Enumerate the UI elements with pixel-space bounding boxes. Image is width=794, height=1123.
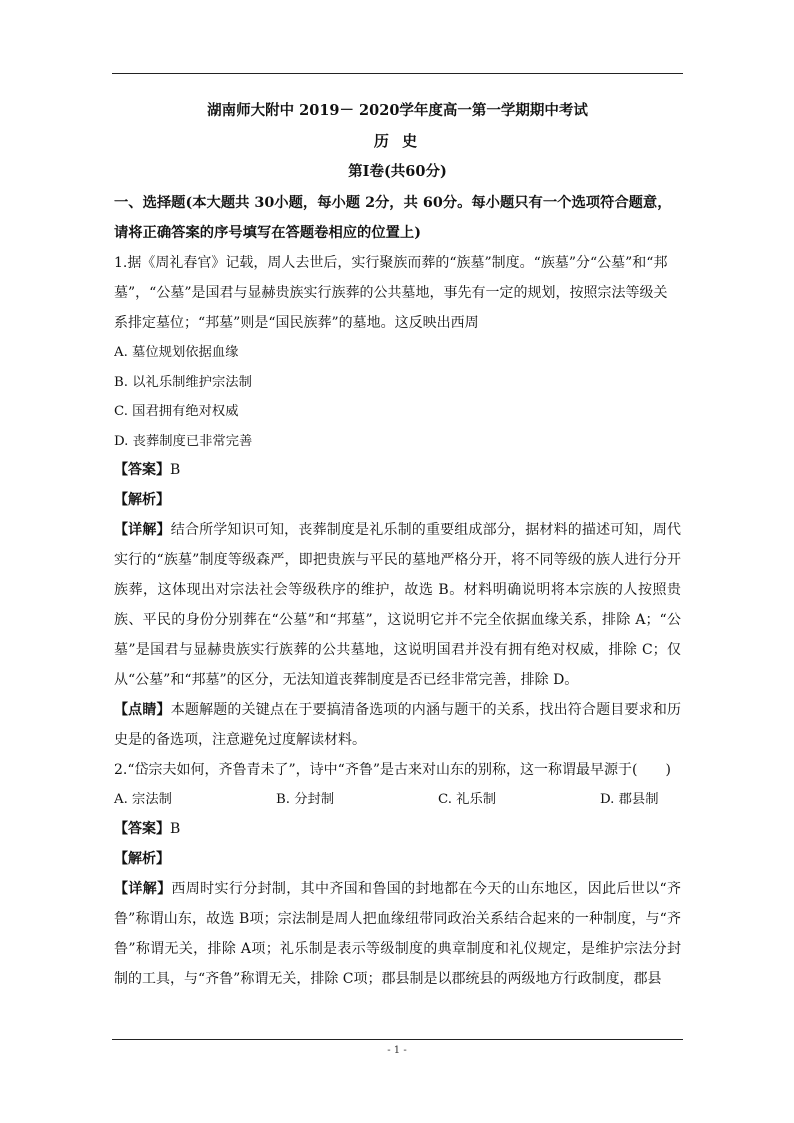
header-rule [112, 73, 683, 74]
question-2-analysis-heading [114, 845, 681, 875]
question-1-answer [114, 456, 681, 486]
question-2-stem: 2.“岱宗夫如何，齐鲁青未了”，诗中“齐鲁”是古来对山东的别称，这一称谓最早源于( ) [114, 762, 671, 778]
question-1-option-d: D. 丧葬制度已非常完善 [114, 433, 253, 449]
exam-title: 湖南师大附中 2019－ 2020学年度高一第一学期期中考试 [207, 102, 588, 119]
question-1-stem: 1.据《周礼春官》记载，周人去世后，实行聚族而葬的“族墓”制度。“族墓”分“公墓”和“邦墓”，“公墓”是国君与显赫贵族实行族葬的公共墓地，事先有一定的规划，按照宗法等级关系排定墓位；“邦墓”则是“国民族葬”的墓地。这反映出西周 [114, 255, 668, 331]
subject-title: 历 史 [373, 132, 422, 150]
question-1-detail [114, 515, 681, 695]
answer-value: B [170, 462, 181, 478]
footer-rule [112, 1039, 683, 1040]
detail-tag: 【详解】 [114, 522, 171, 538]
detail-text: 结合所学知识可知，丧葬制度是礼乐制的重要组成部分，据材料的描述可知，周代实行的“族墓”制度等级森严，即把贵族与平民的墓地严格分开，将不同等级的族人进行分开族葬，这体现出对宗法社会等级秩序的维护，故选 B。材料明确说明将本宗族的人按照贵族、平民的身份分别葬在“公墓”和“邦墓”，这说明它并不完全依据血缘关系，排除 A；“公墓”是国君与显赫贵族实行族葬的公共墓地，这说明国君并没有拥有绝对权威，排除 C；仅从“公墓”和“邦墓”的区分，无法知道丧葬制度是否已经非常完善，排除 D。 [114, 522, 681, 688]
section-heading: 一、选择题(本大题共 30小题，每小题 2分，共 60分。每小题只有一个选项符合题意，请将正确答案的序号填写在答题卷相应的位置上) [114, 195, 672, 241]
analysis-tag: 【解析】 [114, 491, 170, 508]
question-1-option-a: A. 墓位规划依据血缘 [114, 345, 239, 360]
question-2-options [114, 785, 681, 815]
question-2-answer [114, 815, 681, 845]
answer-tag: 【答案】 [114, 821, 170, 837]
analysis-tag: 【解析】 [114, 850, 170, 867]
volume-title: 第Ⅰ卷(共60分) [348, 163, 447, 180]
question-1-tip [114, 695, 681, 755]
answer-tag: 【答案】 [114, 462, 170, 478]
tip-tag: 【点睛】 [114, 702, 171, 718]
question-2-option-a: A. 宗法制 [114, 792, 172, 807]
question-2-detail [114, 874, 681, 994]
question-2-option-d: D. 郡县制 [600, 792, 659, 807]
answer-value: B [170, 821, 181, 837]
page-number: - 1 - [387, 1045, 407, 1056]
question-2-option-c: C. 礼乐制 [438, 792, 497, 807]
tip-text: 本题解题的关键点在于要搞清备选项的内涵与题干的关系，找出符合题目要求和历史是的备选项，注意避免过度解读材料。 [114, 702, 681, 748]
detail-tag: 【详解】 [114, 881, 172, 897]
question-1-option-b: B. 以礼乐制维护宗法制 [114, 374, 252, 390]
question-1-analysis-heading [114, 486, 681, 516]
question-1-option-c: C. 国君拥有绝对权威 [114, 404, 239, 419]
page-content [114, 92, 681, 994]
detail-text: 西周时实行分封制，其中齐国和鲁国的封地都在今天的山东地区，因此后世以“齐鲁”称谓山东，故选 B项；宗法制是周人把血缘纽带同政治关系结合起来的一种制度，与“齐鲁”称谓无关，排除 A项；礼乐制是表示等级制度的典章制度和礼仪规定，是维护宗法分封制的工具，与“齐鲁”称谓无关，排除 C项；郡县制是以郡统县的两级地方行政制度，郡县 [114, 881, 682, 987]
question-2-option-b: B. 分封制 [276, 792, 335, 807]
